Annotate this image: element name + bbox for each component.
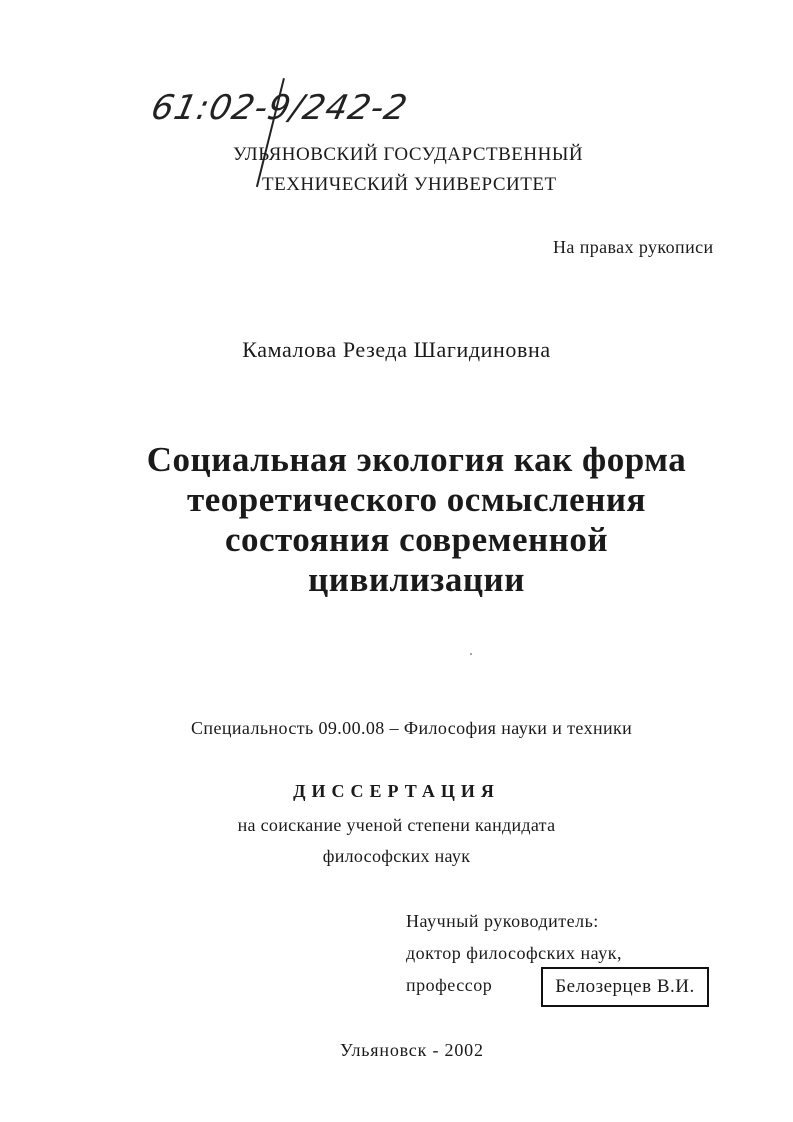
title-line-2: теоретического осмысления [187, 480, 646, 519]
degree-line-2: философских наук [322, 846, 471, 866]
supervisor-rank: профессор [406, 975, 493, 995]
title-line-4: цивилизации [308, 560, 525, 599]
supervisor-name: Белозерцев В.И. [555, 976, 695, 997]
city-year: Ульяновск - 2002 [340, 1040, 484, 1060]
supervisor-degree: доктор философских наук, [406, 943, 622, 963]
manuscript-rights-note: На правах рукописи [553, 237, 714, 257]
scan-speck [470, 653, 472, 655]
author-name: Камалова Резеда Шагидиновна [242, 337, 551, 362]
handwritten-archive-mark: 61:02-9/242-2 [147, 88, 412, 128]
university-name-line-2: ТЕХНИЧЕСКИЙ УНИВЕРСИТЕТ [262, 174, 557, 195]
title-line-1: Социальная экология как форма [146, 440, 687, 479]
dissertation-title [120, 440, 713, 600]
dissertation-heading: ДИССЕРТАЦИЯ [293, 781, 500, 801]
degree-line-1: на соискание ученой степени кандидата [237, 815, 556, 835]
university-name-line-1: УЛЬЯНОВСКИЙ ГОСУДАРСТВЕННЫЙ [233, 144, 584, 165]
supervisor-label: Научный руководитель: [406, 911, 599, 931]
supervisor-name-box [541, 967, 709, 1007]
title-line-3: состояния современной [224, 520, 609, 559]
speciality-line: Специальность 09.00.08 – Философия науки и техники [191, 718, 633, 738]
